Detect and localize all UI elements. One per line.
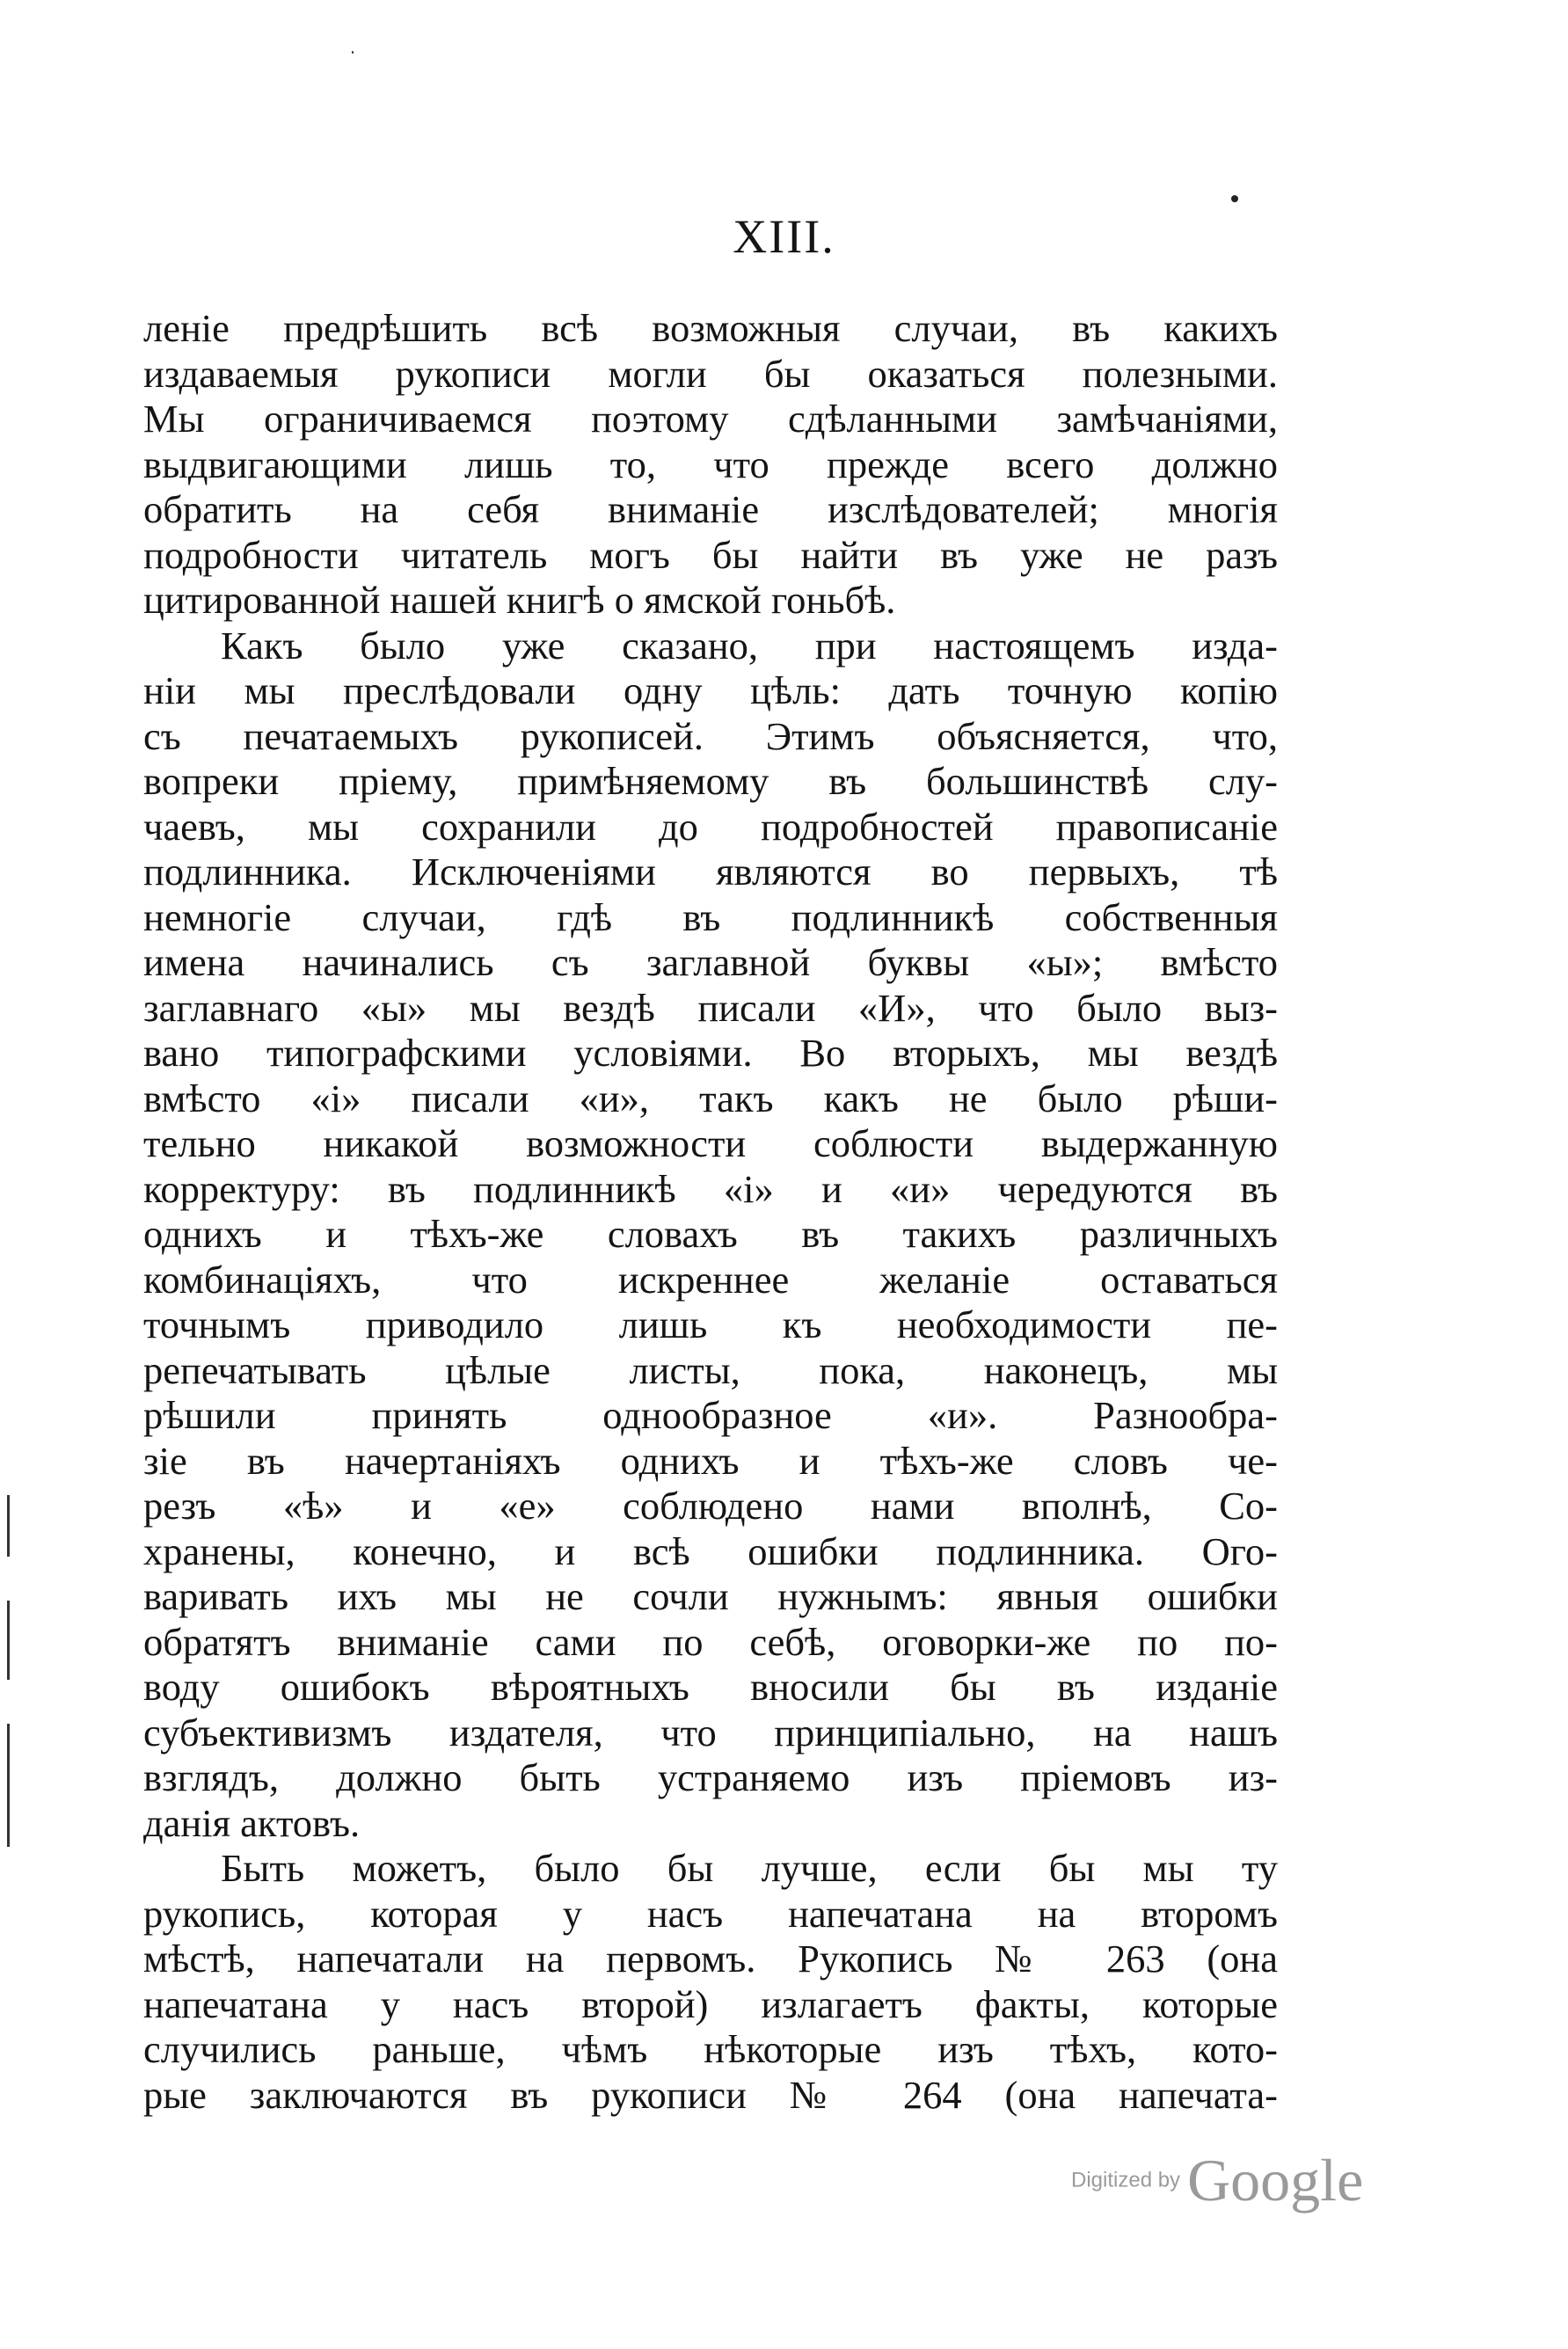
paragraph-start-line: Какъ было уже сказано, при настоящемъ изда- xyxy=(221,623,1278,667)
text-line: вопреки пріему, примѣняемому въ большинствѣ слу- xyxy=(143,759,1278,803)
scan-edge-mark xyxy=(7,1495,10,1557)
text-line: чаевъ, мы сохранили до подробностей правописаніе xyxy=(143,804,1278,849)
text-line: ніи мы преслѣдовали одну цѣль: дать точную копію xyxy=(143,668,1278,712)
text-line: воду ошибокъ вѣроятныхъ вносили бы въ изданіе xyxy=(143,1665,1278,1709)
text-line: вмѣсто «і» писали «и», такъ какъ не было рѣши- xyxy=(143,1076,1278,1120)
text-line: корректуру: въ подлинникѣ «і» и «и» чередуются въ xyxy=(143,1166,1278,1211)
text-line: случились раньше, чѣмъ нѣкоторые изъ тѣхъ, кото- xyxy=(143,2027,1278,2071)
text-line: репечатывать цѣлые листы, пока, наконецъ, мы xyxy=(143,1347,1278,1392)
scan-speck xyxy=(1231,195,1238,202)
text-line: цитированной нашей книгѣ о ямской гоньбѣ. xyxy=(143,578,896,622)
text-line: выдвигающими лишь то, что прежде всего должно xyxy=(143,441,1278,486)
text-line: издаваемыя рукописи могли бы оказаться полезными. xyxy=(143,351,1278,396)
text-line: немногіе случаи, гдѣ въ подлинникѣ собственныя xyxy=(143,894,1278,939)
text-line: хранены, конечно, и всѣ ошибки подлинника. Ого- xyxy=(143,1528,1278,1573)
text-line: обратятъ вниманіе сами по себѣ, оговорки-же по по- xyxy=(143,1619,1278,1664)
scan-edge-mark xyxy=(7,1601,10,1680)
paragraph-start-line: Быть можетъ, было бы лучше, если бы мы ту xyxy=(221,1846,1278,1890)
page-body-text xyxy=(143,306,1278,2118)
watermark-prefix: Digitized by xyxy=(1071,2168,1181,2192)
text-line: подлинника. Исключеніями являются во первыхъ, тѣ xyxy=(143,850,1278,894)
text-line: рукопись, которая у насъ напечатана на второмъ xyxy=(143,1891,1278,1936)
text-line: подробности читатель могъ бы найти въ уже не разъ xyxy=(143,532,1278,577)
text-line: однихъ и тѣхъ-же словахъ въ такихъ различныхъ xyxy=(143,1212,1278,1256)
text-line: варивать ихъ мы не сочли нужнымъ: явныя ошибки xyxy=(143,1574,1278,1618)
text-line: взглядъ, должно быть устраняемо изъ пріемовъ из- xyxy=(143,1755,1278,1799)
text-line: Мы ограничиваемся поэтому сдѣланными замѣчаніями, xyxy=(143,397,1278,441)
text-line: вано типографскими условіями. Во вторыхъ, мы вездѣ xyxy=(143,1031,1278,1075)
scan-edge-mark xyxy=(7,1724,10,1847)
page-number: XIII. xyxy=(733,210,835,263)
text-line: имена начинались съ заглавной буквы «ы»; вмѣсто xyxy=(143,940,1278,984)
text-line: заглавнаго «ы» мы вездѣ писали «И», что было выз- xyxy=(143,985,1278,1030)
text-line: съ печатаемыхъ рукописей. Этимъ объясняется, что, xyxy=(143,713,1278,758)
text-line: точнымъ приводило лишь къ необходимости пе- xyxy=(143,1302,1278,1346)
scan-speck xyxy=(352,51,354,54)
text-line: комбинаціяхъ, что искреннее желаніе оставаться xyxy=(143,1257,1278,1302)
text-line: тельно никакой возможности соблюсти выдержанную xyxy=(143,1121,1278,1165)
text-line: мѣстѣ, напечатали на первомъ. Рукопись № 263 (она xyxy=(143,1937,1278,1981)
text-line: субъективизмъ издателя, что принципіально, на нашъ xyxy=(143,1710,1278,1754)
text-line: рые заключаются въ рукописи № 264 (она напечата- xyxy=(143,2072,1278,2117)
text-line: обратить на себя вниманіе изслѣдователей; многія xyxy=(143,487,1278,531)
text-line: резъ «ѣ» и «е» соблюдено нами вполнѣ, Со- xyxy=(143,1484,1278,1528)
text-line: зіе въ начертаніяхъ однихъ и тѣхъ-же словъ че- xyxy=(143,1438,1278,1483)
text-line: леніе предрѣшить всѣ возможныя случаи, въ какихъ xyxy=(143,306,1278,350)
text-line: напечатана у насъ второй) излагаетъ факты, которые xyxy=(143,1981,1278,2026)
google-logo: Google xyxy=(1187,2147,1364,2214)
text-line: данія актовъ. xyxy=(143,1800,361,1845)
digitized-by-google-watermark xyxy=(1071,2146,1363,2215)
text-line: рѣшили принять однообразное «и». Разнообра- xyxy=(143,1393,1278,1437)
